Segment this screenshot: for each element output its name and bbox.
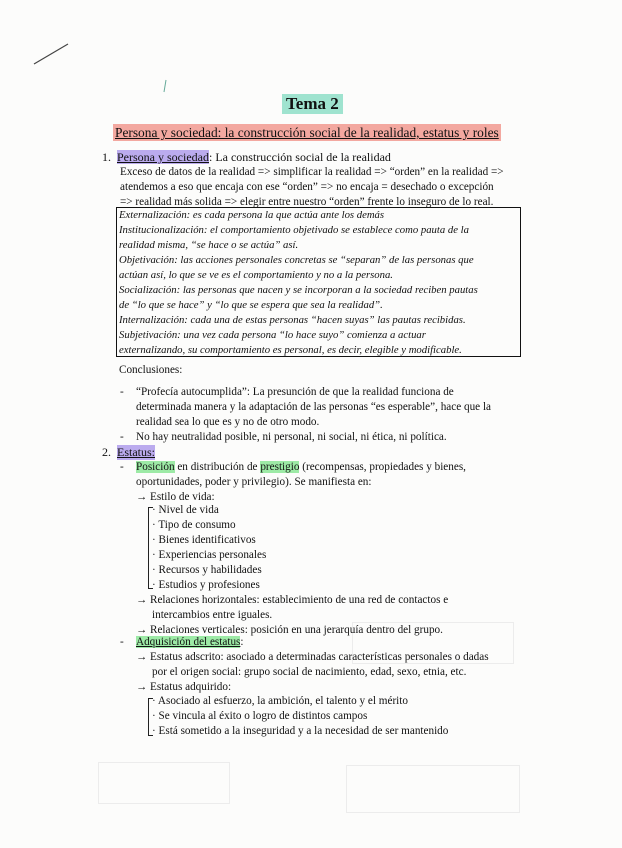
lifestyle-item: · Recursos y habilidades bbox=[152, 564, 262, 576]
position-text: en distribución de bbox=[174, 461, 261, 473]
conclusion-text: “Profecía autocumplida”: La presunción de que la realidad funciona de bbox=[136, 386, 454, 398]
section-1-text: => realidad más solida => elegir entre nuestro “orden” frente lo inseguro de lo real. bbox=[120, 196, 494, 208]
conclusion-text: determinada manera y la adaptación de las personas “es esperable”, hace que la bbox=[136, 401, 492, 413]
section-1-heading-highlight: Persona y sociedad bbox=[117, 150, 209, 164]
lifestyle-item: · Experiencias personales bbox=[152, 549, 267, 561]
pen-mark bbox=[30, 40, 70, 70]
prestige-highlight: prestigio bbox=[260, 461, 300, 473]
lifestyle-item: · Estudios y profesiones bbox=[152, 579, 260, 591]
section-1-heading bbox=[117, 150, 391, 165]
bullet: - bbox=[120, 431, 124, 443]
show-through-box bbox=[346, 765, 520, 813]
position-line bbox=[136, 460, 466, 475]
position-line-2: oportunidades, poder y privilegio). Se manifiesta en: bbox=[136, 476, 372, 488]
definition-line: realidad misma, “se hace o se actúa” así. bbox=[119, 239, 299, 251]
definition-line: Internalización: cada una de estas personas “hacen suyas” las pautas recibidas. bbox=[119, 314, 466, 326]
pen-mark bbox=[160, 78, 170, 94]
page-subtitle: Persona y sociedad: la construcción social de la realidad, estatus y roles bbox=[115, 125, 499, 140]
achieved-status: → Estatus adquirido: bbox=[136, 681, 232, 693]
bullet: - bbox=[120, 386, 124, 398]
ascribed-status-cont: por el origen social: grupo social de nacimiento, edad, sexo, etnia, etc. bbox=[152, 666, 467, 678]
definition-line: Objetivación: las acciones personales concretas se “separan” de las personas que bbox=[119, 254, 474, 266]
acquisition-highlight: Adquisición del estatus bbox=[136, 636, 241, 648]
acquisition-colon: : bbox=[240, 636, 244, 648]
section-1-heading-rest: : La construcción social de la realidad bbox=[208, 150, 391, 164]
section-2-number: 2. bbox=[102, 445, 111, 459]
conclusion-text: No hay neutralidad posible, ni personal, ni social, ni ética, ni política. bbox=[136, 431, 447, 443]
lifestyle-item: · Bienes identificativos bbox=[152, 534, 256, 546]
section-1-text: atendemos a eso que encaja con ese “orden” => no encaja = desechado o excepción bbox=[120, 181, 494, 193]
horizontal-relations: → Relaciones horizontales: establecimiento de una red de contactos e bbox=[136, 594, 449, 606]
achieved-item: · Se vincula al éxito o logro de distintos campos bbox=[152, 710, 368, 722]
achieved-item: · Está sometido a la inseguridad y a la necesidad de ser mantenido bbox=[152, 725, 449, 737]
conclusions-label: Conclusiones: bbox=[119, 364, 183, 376]
lifestyle-item: · Tipo de consumo bbox=[152, 519, 236, 531]
definition-line: actúan así, lo que se ve es el comportamiento y no a la persona. bbox=[119, 269, 393, 281]
acquisition-heading bbox=[136, 635, 244, 650]
position-text: (recompensas, propiedades y bienes, bbox=[299, 461, 466, 473]
definition-line: Externalización: es cada persona la que actúa ante los demás bbox=[119, 209, 385, 221]
achieved-item: · Asociado al esfuerzo, la ambición, el talento y el mérito bbox=[152, 695, 408, 707]
show-through-box bbox=[98, 762, 230, 804]
lifestyle-item: · Nivel de vida bbox=[152, 504, 219, 516]
definition-line: de “lo que se hace” y “lo que se espera que sea la realidad”. bbox=[119, 299, 383, 311]
lifestyle-heading: → Estilo de vida: bbox=[136, 491, 215, 503]
conclusion-text: realidad sea lo que es y no de otro modo. bbox=[136, 416, 320, 428]
section-1-number: 1. bbox=[102, 150, 111, 164]
ascribed-status: → Estatus adscrito: asociado a determinadas características personales o dadas bbox=[136, 651, 489, 663]
definition-line: externalizando, su comportamiento es personal, es decir, elegible y modificable. bbox=[119, 344, 462, 356]
bullet: - bbox=[120, 461, 124, 473]
bullet: - bbox=[120, 636, 124, 648]
horizontal-relations-cont: intercambios entre iguales. bbox=[152, 609, 273, 621]
definition-line: Institucionalización: el comportamiento objetivado se establece como pauta de la bbox=[119, 224, 469, 236]
vertical-relations: → Relaciones verticales: posición en una jerarquía dentro del grupo. bbox=[136, 624, 443, 636]
definition-line: Subjetivación: una vez cada persona “lo hace suyo” comienza a actuar bbox=[119, 329, 426, 341]
page-title: Tema 2 bbox=[282, 94, 343, 114]
definition-line: Socialización: las personas que nacen y se incorporan a la sociedad reciben pautas bbox=[119, 284, 478, 296]
position-highlight: Posición bbox=[136, 461, 175, 473]
section-1-text: Exceso de datos de la realidad => simplificar la realidad => “orden” en la realidad => bbox=[120, 166, 504, 178]
section-2-heading: Estatus: bbox=[117, 445, 155, 459]
